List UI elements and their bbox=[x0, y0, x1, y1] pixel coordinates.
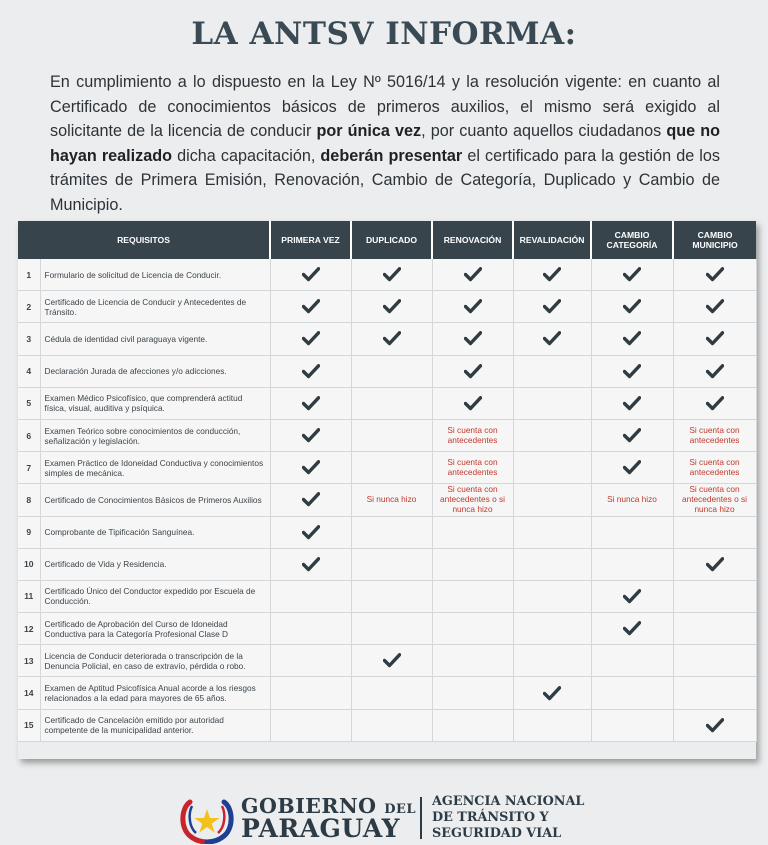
agency-line: SEGURIDAD VIAL bbox=[432, 826, 562, 841]
check-cell bbox=[351, 645, 432, 677]
row-number: 1 bbox=[18, 259, 40, 291]
check-icon bbox=[302, 557, 320, 572]
empty-cell bbox=[591, 709, 673, 741]
condition-note: Si cuenta con antecedentes o si nunca hizo bbox=[673, 484, 756, 516]
intro-text: dicha capacitación, bbox=[172, 146, 321, 165]
empty-cell bbox=[351, 709, 432, 741]
check-icon bbox=[623, 331, 641, 346]
header-renovacion: RENOVACIÓN bbox=[432, 221, 513, 259]
check-icon bbox=[383, 299, 401, 314]
empty-cell bbox=[673, 613, 756, 645]
check-icon bbox=[302, 364, 320, 379]
empty-cell bbox=[513, 709, 591, 741]
check-cell bbox=[591, 580, 673, 612]
header-cambio-municipio: CAMBIO MUNICIPIO bbox=[673, 221, 756, 259]
header-cambio-categoria: CAMBIO CATEGORÍA bbox=[591, 221, 673, 259]
condition-note: Si cuenta con antecedentes o si nunca hizo bbox=[432, 484, 513, 516]
requirement-text: Certificado Único del Conductor expedido por Escuela de Conducción. bbox=[40, 580, 270, 612]
condition-note: Si cuenta con antecedentes bbox=[673, 452, 756, 484]
empty-cell bbox=[432, 516, 513, 548]
requirement-text: Examen Médico Psicofísico, que comprenderá actitud física, visual, auditiva y psíquica. bbox=[40, 387, 270, 419]
empty-cell bbox=[513, 548, 591, 580]
check-icon bbox=[623, 267, 641, 282]
row-number: 5 bbox=[18, 387, 40, 419]
condition-note: Si nunca hizo bbox=[591, 484, 673, 516]
empty-cell bbox=[513, 580, 591, 612]
check-cell bbox=[591, 355, 673, 387]
empty-cell bbox=[513, 355, 591, 387]
empty-cell bbox=[351, 613, 432, 645]
check-cell bbox=[513, 323, 591, 355]
check-cell bbox=[591, 452, 673, 484]
check-icon bbox=[302, 299, 320, 314]
row-number: 13 bbox=[18, 645, 40, 677]
empty-cell bbox=[351, 580, 432, 612]
check-cell bbox=[351, 323, 432, 355]
check-cell bbox=[591, 291, 673, 323]
empty-cell bbox=[432, 645, 513, 677]
table-row bbox=[18, 323, 756, 355]
check-icon bbox=[302, 428, 320, 443]
intro-text: En cumplimiento a lo dispuesto en la Ley Nº 5016/14 y la resolución vigente: en cuanto al Certificado de conocimientos básicos de primeros auxilios, el mismo será exigido al solicitante de la licencia de conducir bbox=[50, 73, 720, 140]
check-icon bbox=[543, 686, 561, 701]
check-icon bbox=[302, 525, 320, 540]
requirement-text: Certificado de Conocimientos Básicos de Primeros Auxilios bbox=[40, 484, 270, 516]
check-icon bbox=[383, 653, 401, 668]
check-cell bbox=[432, 259, 513, 291]
empty-cell bbox=[270, 645, 351, 677]
check-cell bbox=[270, 484, 351, 516]
requirement-text: Examen Práctico de Idoneidad Conductiva y conocimientos simples de mecánica. bbox=[40, 452, 270, 484]
table-row bbox=[18, 580, 756, 612]
intro-text: , por cuanto aquellos ciudadanos bbox=[421, 122, 667, 140]
agency-name bbox=[432, 794, 584, 842]
table-row bbox=[18, 516, 756, 548]
check-cell bbox=[591, 613, 673, 645]
empty-cell bbox=[513, 419, 591, 451]
row-number: 14 bbox=[18, 677, 40, 709]
condition-note: Si nunca hizo bbox=[351, 484, 432, 516]
header-revalidacion: REVALIDACIÓN bbox=[513, 221, 591, 259]
table-row bbox=[18, 291, 756, 323]
check-cell bbox=[591, 323, 673, 355]
table-row bbox=[18, 484, 756, 516]
check-icon bbox=[464, 364, 482, 379]
check-icon bbox=[623, 364, 641, 379]
intro-bold: que no hayan realizado bbox=[50, 122, 720, 165]
check-cell bbox=[513, 259, 591, 291]
empty-cell bbox=[591, 516, 673, 548]
row-number: 7 bbox=[18, 452, 40, 484]
row-number: 4 bbox=[18, 355, 40, 387]
check-cell bbox=[673, 709, 756, 741]
intro-bold: por única vez bbox=[316, 122, 422, 140]
check-cell bbox=[270, 516, 351, 548]
check-icon bbox=[706, 267, 724, 282]
check-icon bbox=[543, 299, 561, 314]
empty-cell bbox=[270, 677, 351, 709]
requirement-text: Certificado de Aprobación del Curso de Idoneidad Conductiva para la Categoría Profesional Clase D bbox=[40, 613, 270, 645]
row-number: 3 bbox=[18, 323, 40, 355]
empty-cell bbox=[513, 613, 591, 645]
table-row bbox=[18, 613, 756, 645]
empty-cell bbox=[351, 452, 432, 484]
check-icon bbox=[302, 492, 320, 507]
footer-divider bbox=[420, 797, 422, 839]
check-cell bbox=[673, 355, 756, 387]
check-cell bbox=[351, 259, 432, 291]
check-cell bbox=[432, 323, 513, 355]
empty-cell bbox=[513, 452, 591, 484]
check-icon bbox=[623, 589, 641, 604]
empty-cell bbox=[270, 580, 351, 612]
row-number: 6 bbox=[18, 419, 40, 451]
condition-note: Si cuenta con antecedentes bbox=[432, 419, 513, 451]
empty-cell bbox=[351, 677, 432, 709]
empty-cell bbox=[591, 645, 673, 677]
empty-cell bbox=[432, 677, 513, 709]
check-cell bbox=[591, 259, 673, 291]
check-cell bbox=[513, 291, 591, 323]
check-cell bbox=[270, 387, 351, 419]
table-row bbox=[18, 419, 756, 451]
empty-cell bbox=[432, 580, 513, 612]
empty-cell bbox=[513, 645, 591, 677]
check-cell bbox=[673, 291, 756, 323]
check-icon bbox=[464, 396, 482, 411]
table-row bbox=[18, 645, 756, 677]
empty-cell bbox=[270, 613, 351, 645]
check-icon bbox=[464, 331, 482, 346]
check-icon bbox=[464, 299, 482, 314]
table-row bbox=[18, 259, 756, 291]
requirements-table bbox=[18, 221, 756, 759]
check-cell bbox=[591, 419, 673, 451]
check-icon bbox=[543, 267, 561, 282]
header-duplicado: DUPLICADO bbox=[351, 221, 432, 259]
check-icon bbox=[302, 267, 320, 282]
check-icon bbox=[302, 331, 320, 346]
requirement-text: Licencia de Conducir deteriorada o transcripción de la Denuncia Policial, en caso de extravío, pérdida o robo. bbox=[40, 645, 270, 677]
page-title: LA ANTSV INFORMA: bbox=[191, 16, 577, 52]
empty-cell bbox=[591, 548, 673, 580]
empty-cell bbox=[351, 419, 432, 451]
intro-paragraph bbox=[50, 70, 720, 217]
check-cell bbox=[673, 387, 756, 419]
requirement-text: Declaración Jurada de afecciones y/o adicciones. bbox=[40, 355, 270, 387]
condition-note: Si cuenta con antecedentes bbox=[673, 419, 756, 451]
check-icon bbox=[623, 460, 641, 475]
check-cell bbox=[270, 419, 351, 451]
paraguay-emblem-icon bbox=[178, 794, 236, 844]
check-icon bbox=[464, 267, 482, 282]
empty-cell bbox=[351, 548, 432, 580]
check-cell bbox=[270, 355, 351, 387]
check-icon bbox=[302, 396, 320, 411]
empty-cell bbox=[591, 677, 673, 709]
table-row bbox=[18, 548, 756, 580]
check-icon bbox=[623, 621, 641, 636]
requirement-text: Certificado de Vida y Residencia. bbox=[40, 548, 270, 580]
intro-text: el certificado para la gestión de los trámites de Primera Emisión, Renovación, Cambio de Categoría, Duplicado y Cambio de Municipio. bbox=[50, 146, 720, 214]
check-cell bbox=[432, 355, 513, 387]
empty-cell bbox=[673, 516, 756, 548]
gobierno-word: GOBIERNO bbox=[241, 794, 377, 818]
footer bbox=[0, 780, 768, 845]
empty-cell bbox=[270, 709, 351, 741]
check-icon bbox=[706, 331, 724, 346]
check-cell bbox=[351, 291, 432, 323]
check-cell bbox=[673, 548, 756, 580]
empty-cell bbox=[673, 580, 756, 612]
agency-line: AGENCIA NACIONAL bbox=[432, 794, 585, 809]
empty-cell bbox=[673, 677, 756, 709]
intro-bold: deberán presentar bbox=[320, 146, 463, 165]
table-row bbox=[18, 709, 756, 741]
empty-cell bbox=[513, 516, 591, 548]
table-row bbox=[18, 677, 756, 709]
paraguay-label: PARAGUAY bbox=[241, 814, 400, 843]
empty-cell bbox=[351, 387, 432, 419]
check-icon bbox=[706, 364, 724, 379]
empty-cell bbox=[432, 613, 513, 645]
check-icon bbox=[623, 428, 641, 443]
check-cell bbox=[270, 259, 351, 291]
row-number: 9 bbox=[18, 516, 40, 548]
check-cell bbox=[270, 548, 351, 580]
requirement-text: Examen de Aptitud Psicofísica Anual acorde a los riesgos relacionados a la edad para mayores de 65 años. bbox=[40, 677, 270, 709]
empty-cell bbox=[351, 355, 432, 387]
check-cell bbox=[432, 291, 513, 323]
requirement-text: Examen Teórico sobre conocimientos de conducción, señalización y legislación. bbox=[40, 419, 270, 451]
empty-cell bbox=[432, 548, 513, 580]
requirement-text: Certificado de Licencia de Conducir y Antecedentes de Tránsito. bbox=[40, 291, 270, 323]
check-icon bbox=[623, 299, 641, 314]
row-number: 12 bbox=[18, 613, 40, 645]
empty-cell bbox=[673, 645, 756, 677]
check-icon bbox=[302, 460, 320, 475]
table-header-row bbox=[18, 221, 756, 259]
row-number: 2 bbox=[18, 291, 40, 323]
check-icon bbox=[623, 396, 641, 411]
requirement-text: Certificado de Cancelación emitido por autoridad competente de la municipalidad anterior. bbox=[40, 709, 270, 741]
check-icon bbox=[706, 718, 724, 733]
empty-cell bbox=[513, 484, 591, 516]
check-cell bbox=[270, 291, 351, 323]
table-row bbox=[18, 387, 756, 419]
check-cell bbox=[513, 677, 591, 709]
check-icon bbox=[543, 331, 561, 346]
check-cell bbox=[673, 259, 756, 291]
row-number: 10 bbox=[18, 548, 40, 580]
agency-line: DE TRÁNSITO Y bbox=[432, 810, 549, 825]
header-primera-vez: PRIMERA VEZ bbox=[270, 221, 351, 259]
condition-note: Si cuenta con antecedentes bbox=[432, 452, 513, 484]
check-cell bbox=[270, 452, 351, 484]
check-icon bbox=[706, 557, 724, 572]
requirement-text: Comprobante de Tipificación Sanguínea. bbox=[40, 516, 270, 548]
check-icon bbox=[706, 299, 724, 314]
empty-cell bbox=[513, 387, 591, 419]
row-number: 15 bbox=[18, 709, 40, 741]
check-cell bbox=[591, 387, 673, 419]
header-requisitos: REQUISITOS bbox=[18, 221, 270, 259]
empty-cell bbox=[432, 709, 513, 741]
empty-cell bbox=[351, 516, 432, 548]
requirement-text: Cédula de identidad civil paraguaya vigente. bbox=[40, 323, 270, 355]
check-cell bbox=[673, 323, 756, 355]
row-number: 8 bbox=[18, 484, 40, 516]
table-row bbox=[18, 355, 756, 387]
table-row bbox=[18, 452, 756, 484]
check-icon bbox=[706, 396, 724, 411]
del-word: DEL bbox=[384, 802, 417, 817]
check-cell bbox=[270, 323, 351, 355]
check-icon bbox=[383, 267, 401, 282]
row-number: 11 bbox=[18, 580, 40, 612]
check-cell bbox=[432, 387, 513, 419]
check-icon bbox=[383, 331, 401, 346]
requirement-text: Formulario de solicitud de Licencia de Conducir. bbox=[40, 259, 270, 291]
